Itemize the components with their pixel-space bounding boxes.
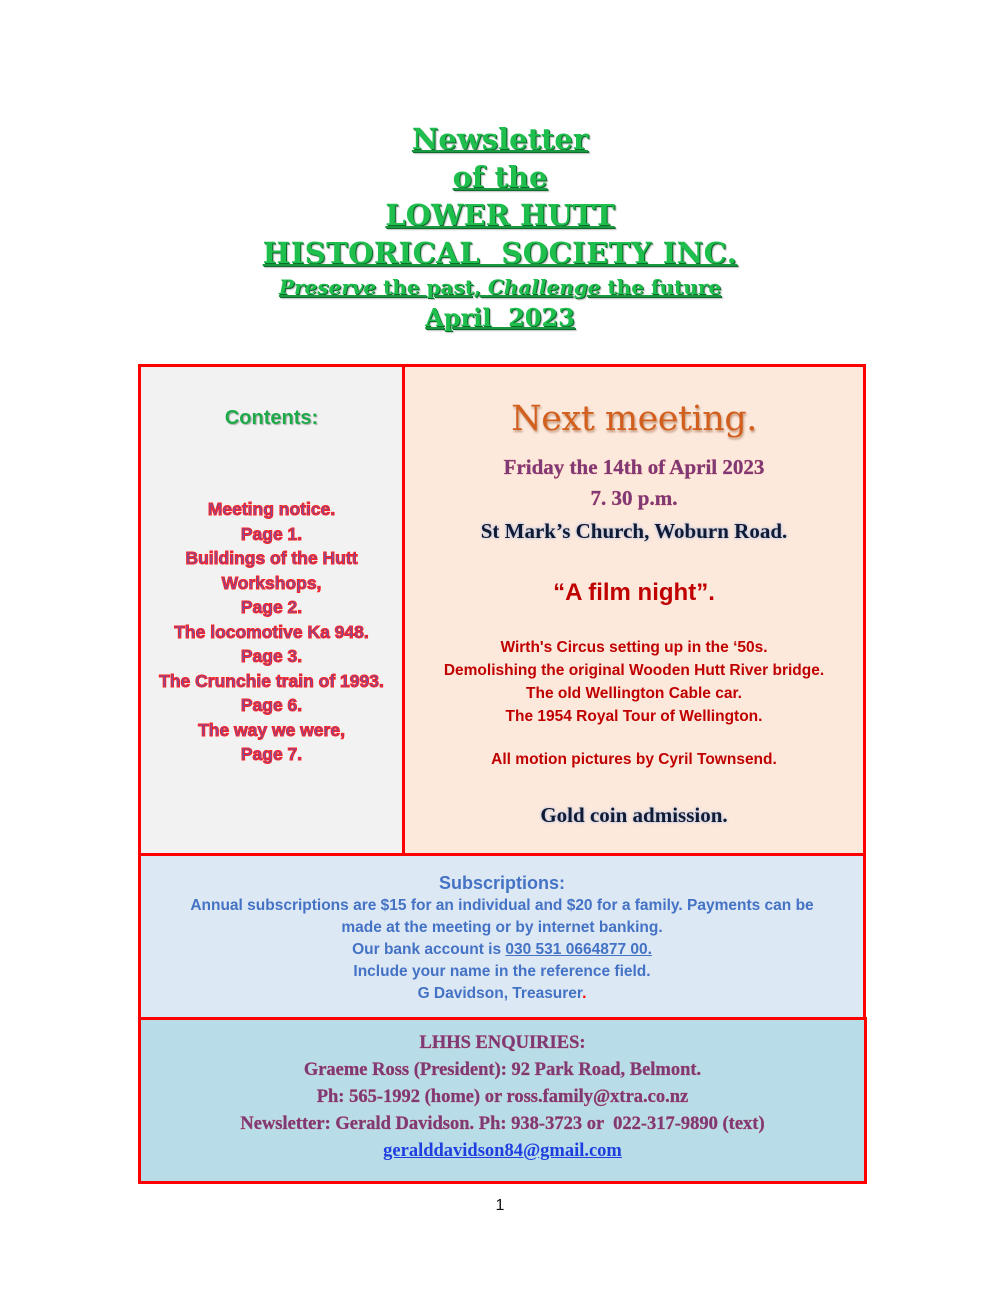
motto-word-preserve: Preserve: [278, 275, 377, 299]
contents-list: [141, 497, 402, 767]
film-credit: All motion pictures by Cyril Townsend.: [491, 751, 777, 768]
film-list: [405, 636, 863, 728]
subscriptions-panel: [138, 853, 866, 1020]
contents-item: Page 6.: [240, 695, 303, 715]
issue-date: April 2023: [425, 303, 575, 332]
editor-email-link[interactable]: geralddavidson84@gmail.com: [383, 1141, 622, 1161]
enquiries-title: LHHS ENQUIRIES:: [419, 1033, 586, 1053]
page-number: 1: [495, 1197, 505, 1214]
contents-item: Page 2.: [240, 597, 303, 617]
motto-part-1: the past,: [376, 275, 488, 299]
contents-panel: [138, 364, 405, 856]
contents-item: Workshops,: [221, 572, 322, 593]
newsletter-contact: Newsletter: Gerald Davidson. Ph: 938-3723 or 022-317-9890 (text): [240, 1114, 765, 1134]
signoff-dot: .: [582, 985, 587, 1002]
subscriptions-bank: [141, 939, 863, 961]
bank-account-number: 030 531 0664877 00.: [505, 941, 652, 958]
subscriptions-title: Subscriptions:: [438, 873, 565, 893]
masthead-title-society: HISTORICAL SOCIETY INC.: [262, 236, 738, 270]
treasurer-name: G Davidson, Treasurer: [417, 985, 583, 1002]
meeting-date: Friday the 14th of April 2023: [503, 455, 765, 479]
film-item: Demolishing the original Wooden Hutt River bridge.: [443, 662, 825, 679]
subscriptions-reference: Include your name in the reference field.: [353, 963, 651, 980]
meeting-event: “A film night”.: [553, 579, 715, 606]
bank-prefix: Our bank account is: [352, 941, 506, 958]
masthead-motto: [0, 272, 1000, 302]
contents-item: The way we were,: [198, 719, 345, 740]
contents-item: Page 3.: [240, 646, 303, 666]
president-address: Graeme Ross (President): 92 Park Road, Belmont.: [303, 1060, 702, 1080]
contents-item: Meeting notice.: [207, 499, 336, 519]
president-phone: Ph: 565-1992 (home) or ross.family@xtra.co.nz: [316, 1087, 689, 1107]
contents-item: Page 7.: [240, 744, 303, 764]
masthead-title-lower-hutt: LOWER HUTT: [385, 198, 615, 232]
contents-item: Page 1.: [240, 523, 303, 544]
film-item: The 1954 Royal Tour of Wellington.: [505, 708, 763, 725]
next-meeting-panel: [402, 364, 866, 856]
film-item: The old Wellington Cable car.: [526, 685, 742, 702]
meeting-title: Next meeting.: [511, 399, 757, 439]
contents-title: Contents:: [224, 407, 319, 429]
contents-item: The Crunchie train of 1993.: [159, 670, 384, 691]
motto-part-2: the future: [600, 275, 722, 299]
film-item: Wirth's Circus setting up in the ‘50s.: [500, 639, 768, 656]
motto-word-challenge: Challenge: [487, 275, 601, 299]
contents-item: The locomotive Ka 948.: [174, 621, 369, 642]
masthead-title-newsletter: Newsletter: [411, 122, 589, 156]
subscriptions-payment: made at the meeting or by internet banking.: [341, 919, 663, 936]
admission-note: Gold coin admission.: [540, 803, 728, 827]
contents-item: Buildings of the Hutt: [185, 548, 358, 568]
subscriptions-signoff: [141, 983, 863, 1005]
enquiries-panel: [138, 1017, 867, 1184]
meeting-venue: St Mark’s Church, Woburn Road.: [480, 519, 788, 543]
masthead: [0, 120, 1000, 334]
meeting-time: 7. 30 p.m.: [590, 486, 678, 510]
subscriptions-fees: Annual subscriptions are $15 for an individual and $20 for a family. Payments can be: [190, 897, 814, 914]
masthead-title-of-the: of the: [452, 160, 548, 194]
